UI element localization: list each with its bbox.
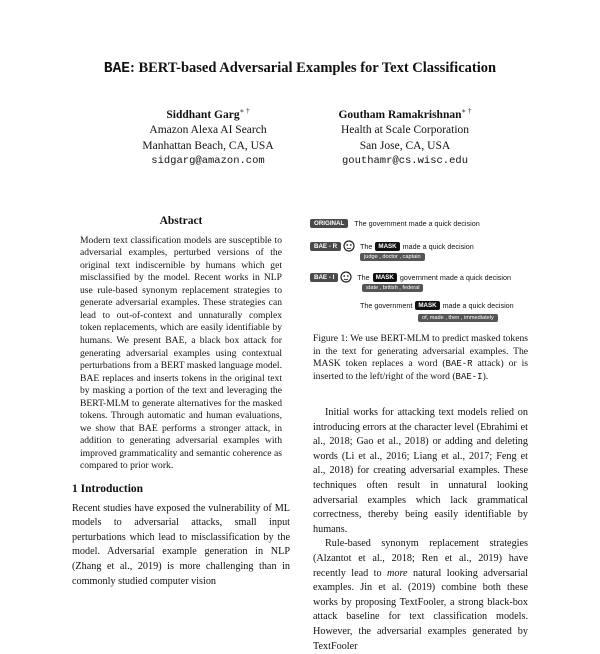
paper-title	[0, 60, 600, 77]
figure-1	[310, 215, 530, 330]
bert-mascot-icon	[340, 271, 352, 283]
row-original-text: The government made a quick decision	[354, 219, 480, 228]
row-bae-i-pre: The	[357, 272, 370, 282]
left-column	[72, 214, 290, 589]
caption-part-c: ).	[482, 370, 489, 382]
author-1	[108, 104, 308, 170]
caption-code-bae-r: BAE-R	[445, 359, 473, 370]
candidates-bae-i-left: state , british , federal	[362, 284, 423, 292]
row-bae-i-post: government made a quick decision	[399, 272, 511, 282]
intro-text: Recent studies have exposed the vulnerability of ML models to adversarial attacks, small input perturbations which lead to misclassification by the model. Adversarial example generation in NLP (Zhang et al., 2019) is more challenging than in commonly studied computer vision	[72, 502, 290, 587]
tag-bae-i: BAE - I	[310, 273, 338, 282]
author-2-location: San Jose, CA, USA	[359, 139, 451, 152]
abstract-text: Modern text classification models are susceptible to adversarial examples, perturbed versions of the original text indiscernible by humans which get misclassified by the model. Recent works in NLP use rule-based synonym replacement strategies to generate adversarial examples. These strategies can lead to out-of-context and unnaturally complex token replacements, which are easily identifiable by humans. We present BAE, a black box attack for generating adversarial examples using contextual perturbations from a BERT masked language model. BAE replaces and inserts tokens in the original text by masking a portion of the text and leveraging the BERT-MLM to generate alternatives for the masked tokens. Through automatic and human evaluations, we show that BAE performs a stronger attack, in addition to generating adversarial examples with improved grammaticality and semantic coherence as compared to prior work.	[80, 234, 282, 472]
row-bae-i-right-pre: The government	[360, 301, 413, 310]
right-column	[313, 406, 528, 654]
mask-token: MASK	[373, 273, 397, 282]
row-bae-r-post: made a quick decision	[402, 241, 474, 251]
intro-heading: 1 Introduction	[72, 482, 144, 495]
caption-code-bae-i: BAE-I	[455, 371, 483, 382]
caption-part-b: attack) or is inserted to the left/right of the word (	[313, 358, 528, 382]
candidates-bae-r: judge , doctor , captain	[360, 253, 425, 261]
tag-bae-r: BAE - R	[310, 242, 341, 251]
abstract-heading: Abstract	[159, 215, 203, 227]
right-para-2-a: Rule-based synonym replacement strategies (Alzantot et al., 2018; Ren et al., 2019) have recently lead to	[313, 538, 528, 579]
candidates-bae-i-right: of, made , then , immediately	[418, 314, 498, 322]
right-para-1: Initial works for attacking text models relied on introducing errors at the character level (Ebrahimi et al., 2018; Gao et al., 2018) or adding and deleting words (Li et al., 2016; Liang et al., 2017; Feng et al., 2018) for creating adversarial examples. These techniques often result in unnatural looking adversarial examples which lack grammatical correctness, thereby being easily identifiable by humans.	[313, 407, 528, 535]
mask-token: MASK	[375, 242, 399, 251]
bert-bae-r	[310, 240, 355, 252]
author-2-marks: ∗ †	[461, 107, 472, 115]
figure-row-original	[310, 219, 480, 228]
figure-row-bae-i-right	[360, 301, 514, 310]
author-1-name: Siddhant Garg	[166, 108, 240, 121]
figure-row-bae-r	[310, 240, 474, 252]
author-2-email[interactable]: gouthamr@cs.wisc.edu	[341, 155, 469, 168]
right-para-2-em: more	[387, 567, 408, 579]
right-para-2	[313, 537, 528, 654]
figure-caption	[313, 333, 528, 383]
tag-original: ORIGINAL	[310, 219, 348, 228]
bert-bae-i	[310, 271, 352, 283]
mask-token: MASK	[415, 301, 439, 310]
author-1-affiliation: Amazon Alexa AI Search	[149, 124, 267, 137]
title-text: : BERT-based Adversarial Examples for Text Classification	[130, 60, 497, 76]
row-bae-r-pre: The	[360, 241, 373, 251]
author-1-email[interactable]: sidgarg@amazon.com	[151, 155, 265, 168]
author-1-marks: ∗ †	[239, 107, 250, 115]
author-1-location: Manhattan Beach, CA, USA	[142, 139, 274, 152]
title-acronym: BAE	[103, 61, 131, 77]
author-2-affiliation: Health at Scale Corporation	[340, 124, 470, 137]
caption-part-a: Figure 1: We use BERT-MLM to predict masked tokens in the text for generating adversarial examples. The MASK token replaces a word (	[313, 333, 528, 370]
row-bae-i-right-post: made a quick decision	[442, 301, 514, 310]
author-2-name: Goutham Ramakrishnan	[338, 108, 462, 121]
figure-row-bae-i	[310, 271, 511, 283]
bert-mascot-icon	[343, 240, 355, 252]
author-2	[300, 104, 510, 170]
right-para-2-b: natural looking adversarial examples. Jin et al. (2019) combine both these works by proposing TextFooler, a strong black-box attack baseline for text classification models. However, the adversarial examples generated by TextFooler	[313, 567, 528, 652]
